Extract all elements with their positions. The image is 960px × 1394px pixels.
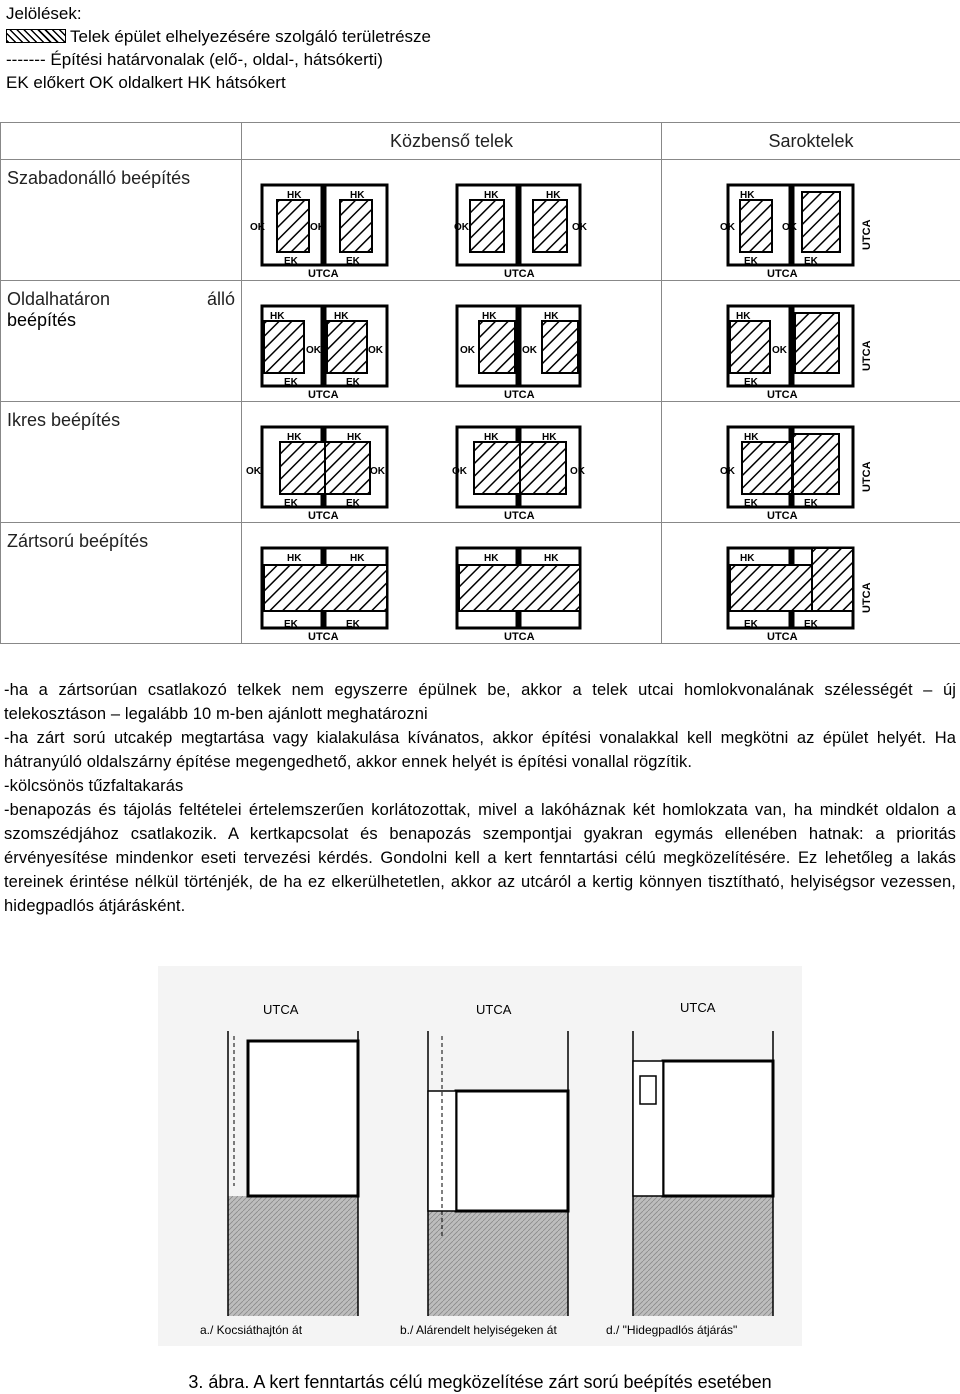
diagram-detached-corner-svg	[662, 160, 960, 280]
label-ek: EK	[346, 619, 360, 630]
diagram-detached-corner	[662, 160, 960, 281]
row-label-side-3: beépítés	[7, 310, 77, 330]
label-utca: UTCA	[767, 631, 798, 643]
label-ek: EK	[284, 256, 298, 267]
label-ek: EK	[284, 377, 298, 388]
label-hk: HK	[287, 553, 302, 564]
paragraph-2: -ha zárt sorú utcakép megtartása vagy kialakulása kívánatos, akkor építési vonalakkal kell megkötni az épület helyét. Ha hátranyúló oldalszárny építése megengedhető, akkor ennek helyét is építési vonallal rögzítik.	[4, 729, 956, 771]
label-utca: UTCA	[861, 219, 873, 250]
label-ek: EK	[346, 256, 360, 267]
header-intermediate-plot: Közbenső telek	[242, 123, 662, 160]
label-ek: EK	[804, 498, 818, 509]
header-corner-plot: Saroktelek	[662, 123, 960, 160]
label-hk: HK	[482, 311, 497, 322]
label-utca: UTCA	[308, 510, 339, 522]
label-hk: HK	[544, 311, 559, 322]
label-ok: OK	[570, 466, 585, 477]
figure-label-a: a./ Kocsiáthajtón át	[200, 1323, 303, 1337]
label-hk: HK	[740, 190, 755, 201]
label-ok: OK	[454, 222, 469, 233]
paragraph-1: -ha a zártsorúan csatlakozó telkek nem egyszerre épülnek be, akkor a telek utcai homlokvonalának szélességét – új telekosztáson – legalább 10 m-ben ajánlott meghatározni	[4, 681, 956, 723]
label-utca: UTCA	[308, 268, 339, 280]
label-ok: OK	[246, 466, 261, 477]
label-ok: OK	[310, 222, 325, 233]
body-text	[4, 678, 956, 918]
diagram-twin-intermediate-svg	[242, 402, 662, 522]
legend	[6, 2, 431, 94]
label-hk: HK	[350, 553, 365, 564]
paragraph-3: -kölcsönös tűzfaltakarás	[4, 777, 184, 795]
label-ok: OK	[572, 222, 587, 233]
legend-title: Jelölések:	[6, 4, 82, 23]
label-utca: UTCA	[861, 461, 873, 492]
label-hk: HK	[740, 553, 755, 564]
diagram-closed-corner-svg	[662, 523, 960, 643]
label-utca: UTCA	[504, 631, 535, 643]
label-utca: UTCA	[308, 631, 339, 643]
label-hk: HK	[484, 432, 499, 443]
label-hk: HK	[347, 432, 362, 443]
figure-label-d: d./ "Hidegpadlós átjárás"	[606, 1323, 738, 1337]
label-ek: EK	[804, 619, 818, 630]
diagram-side-corner	[662, 281, 960, 402]
diagram-closed-intermediate	[242, 523, 662, 644]
label-ok: OK	[368, 345, 383, 356]
label-hk: HK	[287, 432, 302, 443]
label-ok: OK	[720, 466, 735, 477]
diagram-side-intermediate-svg	[242, 281, 662, 401]
label-hk: HK	[287, 190, 302, 201]
label-ok: OK	[250, 222, 265, 233]
garden-access-figure	[158, 966, 802, 1346]
label-ek: EK	[346, 377, 360, 388]
label-hk: HK	[546, 190, 561, 201]
label-ok: OK	[306, 345, 321, 356]
label-hk: HK	[484, 553, 499, 564]
plot-pair-b	[457, 185, 580, 265]
label-utca: UTCA	[861, 340, 873, 371]
figure-label-b: b./ Alárendelt helyiségeken át	[400, 1323, 557, 1337]
row-label-side-boundary	[1, 281, 242, 402]
row-label-side-1: Oldalhatáron	[7, 289, 111, 309]
diagram-detached-intermediate-svg	[242, 160, 662, 280]
label-utca: UTCA	[308, 389, 339, 401]
label-hk: HK	[542, 432, 557, 443]
label-ek: EK	[744, 377, 758, 388]
label-ok: OK	[460, 345, 475, 356]
label-ok: OK	[782, 222, 797, 233]
diagram-side-corner-svg	[662, 281, 960, 401]
label-ek: EK	[284, 619, 298, 630]
legend-dashed-row: ------- Építési határvonalak (elő-, oldal-, hátsókerti)	[6, 50, 383, 69]
label-hk: HK	[270, 311, 285, 322]
legend-abbreviations: EK előkert OK oldalkert HK hátsókert	[6, 73, 286, 92]
label-hk: HK	[736, 311, 751, 322]
garden-access-figure-svg	[158, 966, 802, 1346]
plan-d	[633, 1031, 773, 1316]
building-types-table	[0, 122, 960, 644]
figure-street-a: UTCA	[263, 1002, 299, 1017]
hatch-swatch-icon	[6, 29, 66, 43]
diagram-detached-intermediate	[242, 160, 662, 281]
legend-hatch-text: Telek épület elhelyezésére szolgáló területrésze	[70, 27, 431, 46]
label-ek: EK	[804, 256, 818, 267]
label-ek: EK	[744, 256, 758, 267]
label-utca: UTCA	[861, 582, 873, 613]
figure-caption: 3. ábra. A kert fenntartás célú megközelítése zárt sorú beépítés esetében	[188, 1372, 772, 1392]
label-hk: HK	[334, 311, 349, 322]
label-utca: UTCA	[504, 268, 535, 280]
label-ok: OK	[720, 222, 735, 233]
paragraph-4: -benapozás és tájolás feltételei értelemszerűen korlátozottak, mivel a lakóháznak két homlokzata van, ha mindkét oldalon a szomszédjához csatlakozik. A kertkapcsolat és benapozás szempontjai gyakran egymás ellenében hatnak: a prioritás érvényesítése mindenkor eseti tervezési kérdés. Gondolni kell a kert fenntartási célú megközelítésére. Ez lehetőleg a lakás tereinek érintése nélkül történjék, de ha ez elkerülhetetlen, akkor az utcáról a kertig könnyen tisztítható, helyiségsor vezessen, hidegpadlós átjárásként.	[4, 801, 956, 915]
legend-hatch-row	[6, 25, 431, 48]
row-label-detached: Szabadonálló beépítés	[1, 160, 242, 281]
label-utca: UTCA	[767, 389, 798, 401]
label-ek: EK	[744, 498, 758, 509]
label-ok: OK	[452, 466, 467, 477]
label-hk: HK	[350, 190, 365, 201]
label-utca: UTCA	[504, 510, 535, 522]
plan-a	[228, 1031, 358, 1316]
label-hk: HK	[744, 432, 759, 443]
diagram-twin-intermediate	[242, 402, 662, 523]
label-utca: UTCA	[767, 268, 798, 280]
plan-b	[428, 1031, 568, 1316]
label-ok: OK	[522, 345, 537, 356]
label-hk: HK	[484, 190, 499, 201]
label-utca: UTCA	[767, 510, 798, 522]
diagram-side-intermediate	[242, 281, 662, 402]
diagram-closed-intermediate-svg	[242, 523, 662, 643]
row-label-twin: Ikres beépítés	[1, 402, 242, 523]
figure-street-b: UTCA	[476, 1002, 512, 1017]
row-label-side-2: álló	[206, 289, 235, 309]
label-ok: OK	[370, 466, 385, 477]
label-utca: UTCA	[504, 389, 535, 401]
label-ek: EK	[284, 498, 298, 509]
diagram-twin-corner-svg	[662, 402, 960, 522]
label-ok: OK	[772, 345, 787, 356]
header-empty	[1, 123, 242, 160]
label-hk: HK	[544, 553, 559, 564]
diagram-closed-corner	[662, 523, 960, 644]
label-ek: EK	[744, 619, 758, 630]
figure-street-c: UTCA	[680, 1000, 716, 1015]
diagram-twin-corner	[662, 402, 960, 523]
label-ek: EK	[346, 498, 360, 509]
row-label-closed-row: Zártsorú beépítés	[1, 523, 242, 644]
